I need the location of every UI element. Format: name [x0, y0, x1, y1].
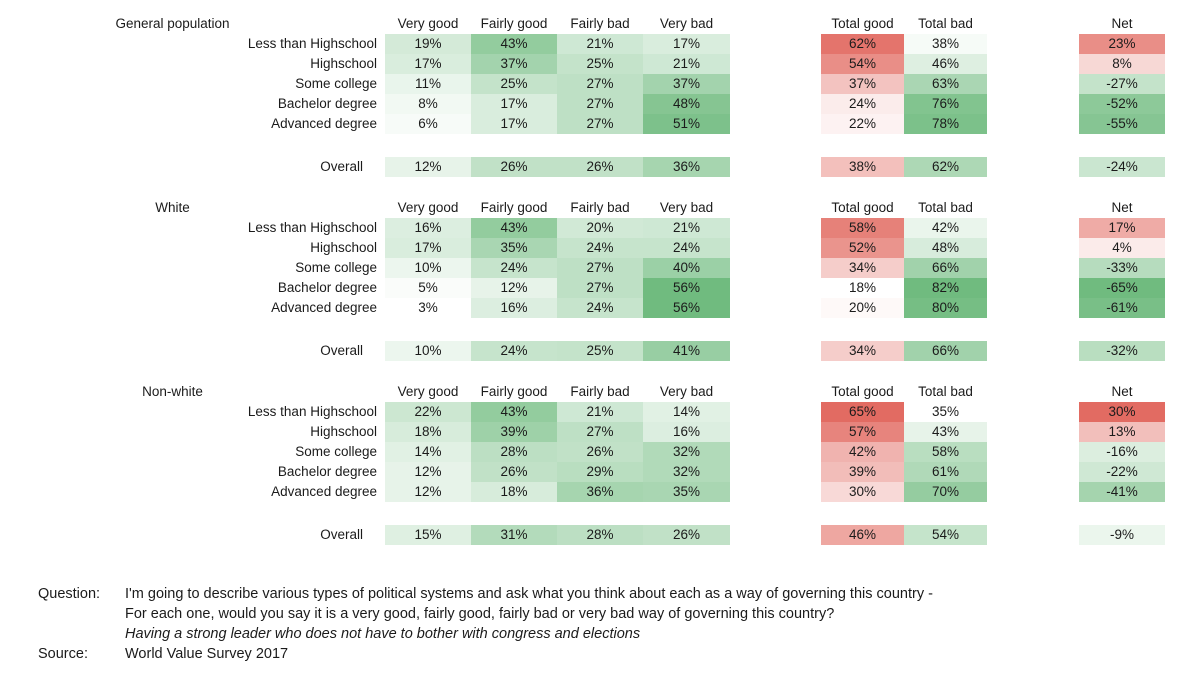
col-header-net: Net [1111, 16, 1133, 31]
cell-total-bad: 66% [904, 258, 987, 278]
cell-net: 13% [1079, 422, 1165, 442]
cell-very-bad: 16% [643, 422, 730, 442]
spacer [377, 482, 385, 502]
spacer [377, 278, 385, 298]
section-non-white [0, 382, 1165, 545]
cell-total-good: 52% [821, 238, 904, 258]
cell-total-bad: 66% [904, 341, 987, 361]
header-row [0, 198, 1165, 218]
cell-very-bad: 56% [643, 278, 730, 298]
col-header-very-good: Very good [397, 384, 459, 399]
cell-very-bad: 51% [643, 114, 730, 134]
cell-very-good: 16% [385, 218, 471, 238]
cell-very-bad: 21% [643, 218, 730, 238]
table-row [0, 422, 1165, 442]
table-row [0, 218, 1165, 238]
spacer [377, 442, 385, 462]
col-header-net: Net [1111, 200, 1133, 215]
cell-very-good: 10% [385, 341, 471, 361]
row-label: Less than Highschool [247, 404, 377, 419]
cell-net: -22% [1079, 462, 1165, 482]
cell-fairly-good: 26% [471, 157, 557, 177]
table-row [0, 462, 1165, 482]
col-header-very-good: Very good [397, 200, 459, 215]
spacer [377, 258, 385, 278]
cell-total-good: 54% [821, 54, 904, 74]
cell-fairly-bad: 21% [557, 402, 643, 422]
spacer [987, 525, 1079, 545]
cell-total-bad: 70% [904, 482, 987, 502]
cell-total-bad: 80% [904, 298, 987, 318]
spacer [987, 14, 1079, 34]
cell-net: -33% [1079, 258, 1165, 278]
spacer [377, 94, 385, 114]
cell-fairly-good: 18% [471, 482, 557, 502]
col-header-very-bad: Very bad [659, 384, 714, 399]
col-header-total-bad: Total bad [918, 16, 973, 31]
cell-fairly-good: 43% [471, 34, 557, 54]
section-title-cell [0, 14, 377, 34]
cell-total-good: 38% [821, 157, 904, 177]
spacer [730, 422, 821, 442]
table-row [0, 54, 1165, 74]
cell-total-good: 18% [821, 278, 904, 298]
source-label: Source: [38, 646, 88, 662]
cell-very-good: 6% [385, 114, 471, 134]
cell-very-bad: 36% [643, 157, 730, 177]
table-row [0, 34, 1165, 54]
row-label: Bachelor degree [277, 96, 377, 111]
row-label: Less than Highschool [247, 220, 377, 235]
section-title-cell [0, 198, 377, 218]
cell-fairly-good: 25% [471, 74, 557, 94]
cell-very-good: 8% [385, 94, 471, 114]
cell-fairly-bad: 21% [557, 34, 643, 54]
cell-net: -65% [1079, 278, 1165, 298]
cell-net: -52% [1079, 94, 1165, 114]
spacer [730, 94, 821, 114]
question-label: Question: [38, 586, 101, 602]
cell-net: -41% [1079, 482, 1165, 502]
cell-fairly-good: 12% [471, 278, 557, 298]
question-line-1: I'm going to describe various types of political systems and ask what you think about each as a way of governing this country - [125, 586, 933, 602]
spacer [987, 442, 1079, 462]
cell-net: -27% [1079, 74, 1165, 94]
spacer [730, 402, 821, 422]
col-header-total-good: Total good [831, 16, 894, 31]
cell-fairly-good: 43% [471, 218, 557, 238]
spacer [987, 157, 1079, 177]
spacer [377, 298, 385, 318]
cell-total-good: 20% [821, 298, 904, 318]
header-row [0, 382, 1165, 402]
cell-total-good: 58% [821, 218, 904, 238]
cell-very-good: 3% [385, 298, 471, 318]
cell-very-bad: 56% [643, 298, 730, 318]
cell-fairly-bad: 25% [557, 54, 643, 74]
cell-net: 23% [1079, 34, 1165, 54]
spacer [730, 74, 821, 94]
spacer [377, 157, 385, 177]
row-label: Advanced degree [271, 300, 377, 315]
spacer [987, 54, 1079, 74]
col-header-total-good: Total good [831, 200, 894, 215]
cell-fairly-bad: 36% [557, 482, 643, 502]
cell-net: 4% [1079, 238, 1165, 258]
col-header-fairly-bad: Fairly bad [570, 384, 630, 399]
cell-total-bad: 42% [904, 218, 987, 238]
row-label: Advanced degree [271, 116, 377, 131]
overall-row-label: Overall [320, 343, 363, 358]
footer-notes [38, 584, 933, 664]
cell-total-bad: 78% [904, 114, 987, 134]
spacer [377, 238, 385, 258]
cell-total-bad: 58% [904, 442, 987, 462]
cell-total-good: 24% [821, 94, 904, 114]
col-header-very-good: Very good [397, 16, 459, 31]
cell-very-good: 12% [385, 482, 471, 502]
row-label: Bachelor degree [277, 280, 377, 295]
spacer [987, 278, 1079, 298]
cell-total-good: 42% [821, 442, 904, 462]
cell-fairly-good: 37% [471, 54, 557, 74]
cell-fairly-good: 24% [471, 341, 557, 361]
cell-total-good: 22% [821, 114, 904, 134]
section-title: Non-white [142, 384, 203, 399]
section-white [0, 198, 1165, 361]
cell-very-good: 12% [385, 157, 471, 177]
cell-fairly-good: 31% [471, 525, 557, 545]
overall-row-label: Overall [320, 527, 363, 542]
cell-very-bad: 32% [643, 462, 730, 482]
question-topic-italic: Having a strong leader who does not have to bother with congress and elections [125, 626, 641, 642]
table-row [0, 442, 1165, 462]
cell-fairly-good: 24% [471, 258, 557, 278]
spacer [987, 198, 1079, 218]
question-label-spacer [38, 624, 125, 644]
question-label-spacer [38, 604, 125, 624]
row-label: Less than Highschool [247, 36, 377, 51]
spacer [730, 238, 821, 258]
col-header-fairly-good: Fairly good [480, 16, 548, 31]
table-row [0, 238, 1165, 258]
table-row [0, 114, 1165, 134]
cell-fairly-good: 35% [471, 238, 557, 258]
col-header-very-bad: Very bad [659, 16, 714, 31]
table-row [0, 341, 1165, 361]
cell-very-bad: 41% [643, 341, 730, 361]
spacer [987, 402, 1079, 422]
cell-net: -9% [1079, 525, 1165, 545]
cell-very-bad: 21% [643, 54, 730, 74]
col-header-fairly-good: Fairly good [480, 200, 548, 215]
cell-very-good: 17% [385, 238, 471, 258]
spacer [730, 462, 821, 482]
cell-very-good: 22% [385, 402, 471, 422]
cell-total-bad: 38% [904, 34, 987, 54]
cell-total-bad: 54% [904, 525, 987, 545]
cell-net: 30% [1079, 402, 1165, 422]
col-header-fairly-bad: Fairly bad [570, 200, 630, 215]
cell-very-bad: 26% [643, 525, 730, 545]
question-line-2: For each one, would you say it is a very good, fairly good, fairly bad or very bad way of governing this country? [125, 606, 835, 622]
cell-total-bad: 63% [904, 74, 987, 94]
row-label: Some college [295, 76, 377, 91]
cell-total-good: 46% [821, 525, 904, 545]
cell-total-bad: 35% [904, 402, 987, 422]
cell-very-bad: 37% [643, 74, 730, 94]
table-row [0, 402, 1165, 422]
spacer [730, 278, 821, 298]
spacer [987, 382, 1079, 402]
spacer [987, 94, 1079, 114]
spacer [730, 157, 821, 177]
cell-net: 8% [1079, 54, 1165, 74]
row-label: Advanced degree [271, 484, 377, 499]
cell-net: 17% [1079, 218, 1165, 238]
section-general-population [0, 14, 1165, 177]
spacer [730, 114, 821, 134]
spacer [377, 114, 385, 134]
spacer [987, 341, 1079, 361]
cell-fairly-bad: 20% [557, 218, 643, 238]
cell-very-good: 19% [385, 34, 471, 54]
cell-fairly-bad: 24% [557, 238, 643, 258]
cell-total-good: 39% [821, 462, 904, 482]
row-label: Highschool [310, 240, 377, 255]
cell-fairly-bad: 29% [557, 462, 643, 482]
cell-very-good: 12% [385, 462, 471, 482]
cell-very-good: 17% [385, 54, 471, 74]
source-text: World Value Survey 2017 [125, 646, 289, 662]
cell-fairly-bad: 24% [557, 298, 643, 318]
col-header-total-bad: Total bad [918, 200, 973, 215]
cell-very-bad: 24% [643, 238, 730, 258]
spacer [730, 198, 821, 218]
spacer [987, 298, 1079, 318]
spacer [377, 198, 385, 218]
cell-total-bad: 43% [904, 422, 987, 442]
spacer [730, 341, 821, 361]
row-spacer [0, 502, 1165, 525]
cell-total-bad: 61% [904, 462, 987, 482]
cell-very-bad: 32% [643, 442, 730, 462]
cell-very-good: 10% [385, 258, 471, 278]
cell-very-bad: 35% [643, 482, 730, 502]
table-row [0, 298, 1165, 318]
row-label: Bachelor degree [277, 464, 377, 479]
cell-fairly-bad: 27% [557, 74, 643, 94]
cell-very-bad: 48% [643, 94, 730, 114]
spacer [730, 218, 821, 238]
spacer [377, 14, 385, 34]
spacer [377, 341, 385, 361]
cell-very-good: 14% [385, 442, 471, 462]
spacer [377, 402, 385, 422]
row-spacer [0, 318, 1165, 341]
cell-fairly-bad: 27% [557, 422, 643, 442]
cell-net: -16% [1079, 442, 1165, 462]
cell-very-bad: 17% [643, 34, 730, 54]
spacer [377, 525, 385, 545]
cell-fairly-good: 28% [471, 442, 557, 462]
spacer [377, 462, 385, 482]
cell-fairly-good: 26% [471, 462, 557, 482]
cell-very-good: 5% [385, 278, 471, 298]
cell-total-good: 37% [821, 74, 904, 94]
cell-fairly-bad: 27% [557, 94, 643, 114]
cell-fairly-bad: 27% [557, 278, 643, 298]
spacer [730, 34, 821, 54]
spacer [730, 525, 821, 545]
col-header-total-bad: Total bad [918, 384, 973, 399]
cell-total-bad: 62% [904, 157, 987, 177]
cell-total-bad: 76% [904, 94, 987, 114]
cell-total-good: 30% [821, 482, 904, 502]
cell-very-bad: 14% [643, 402, 730, 422]
cell-fairly-bad: 26% [557, 442, 643, 462]
spacer [730, 442, 821, 462]
cell-net: -61% [1079, 298, 1165, 318]
spacer [377, 382, 385, 402]
table-row [0, 74, 1165, 94]
cell-fairly-bad: 26% [557, 157, 643, 177]
row-label: Highschool [310, 424, 377, 439]
cell-fairly-good: 16% [471, 298, 557, 318]
spacer [987, 482, 1079, 502]
col-header-very-bad: Very bad [659, 200, 714, 215]
spacer [730, 298, 821, 318]
spacer [987, 34, 1079, 54]
spacer [987, 114, 1079, 134]
table-row [0, 94, 1165, 114]
cell-total-bad: 82% [904, 278, 987, 298]
cell-fairly-good: 43% [471, 402, 557, 422]
section-title-cell [0, 382, 377, 402]
cell-net: -24% [1079, 157, 1165, 177]
spacer [987, 422, 1079, 442]
cell-fairly-bad: 28% [557, 525, 643, 545]
cell-very-good: 11% [385, 74, 471, 94]
spacer [730, 258, 821, 278]
col-header-total-good: Total good [831, 384, 894, 399]
cell-very-good: 15% [385, 525, 471, 545]
cell-total-good: 62% [821, 34, 904, 54]
section-title: General population [115, 16, 230, 31]
spacer [987, 74, 1079, 94]
cell-net: -32% [1079, 341, 1165, 361]
spacer [377, 34, 385, 54]
row-spacer [0, 134, 1165, 157]
cell-net: -55% [1079, 114, 1165, 134]
table-row [0, 278, 1165, 298]
cell-fairly-good: 17% [471, 114, 557, 134]
row-label: Some college [295, 260, 377, 275]
section-title: White [155, 200, 190, 215]
spacer [730, 14, 821, 34]
table-row [0, 258, 1165, 278]
col-header-fairly-good: Fairly good [480, 384, 548, 399]
col-header-net: Net [1111, 384, 1133, 399]
cell-total-bad: 48% [904, 238, 987, 258]
overall-row-label: Overall [320, 159, 363, 174]
table-row [0, 157, 1165, 177]
spacer [730, 482, 821, 502]
cell-total-bad: 46% [904, 54, 987, 74]
cell-fairly-bad: 27% [557, 258, 643, 278]
spacer [987, 238, 1079, 258]
cell-total-good: 34% [821, 341, 904, 361]
col-header-fairly-bad: Fairly bad [570, 16, 630, 31]
table-row [0, 525, 1165, 545]
row-label: Highschool [310, 56, 377, 71]
table-row [0, 482, 1165, 502]
header-row [0, 14, 1165, 34]
spacer [377, 422, 385, 442]
cell-fairly-good: 17% [471, 94, 557, 114]
spacer [987, 218, 1079, 238]
spacer [377, 74, 385, 94]
spacer [377, 54, 385, 74]
cell-total-good: 34% [821, 258, 904, 278]
row-label: Some college [295, 444, 377, 459]
cell-fairly-good: 39% [471, 422, 557, 442]
cell-very-good: 18% [385, 422, 471, 442]
cell-very-bad: 40% [643, 258, 730, 278]
cell-total-good: 65% [821, 402, 904, 422]
spacer [730, 382, 821, 402]
spacer [987, 462, 1079, 482]
cell-fairly-bad: 25% [557, 341, 643, 361]
cell-fairly-bad: 27% [557, 114, 643, 134]
spacer [987, 258, 1079, 278]
cell-total-good: 57% [821, 422, 904, 442]
spacer [377, 218, 385, 238]
spacer [730, 54, 821, 74]
